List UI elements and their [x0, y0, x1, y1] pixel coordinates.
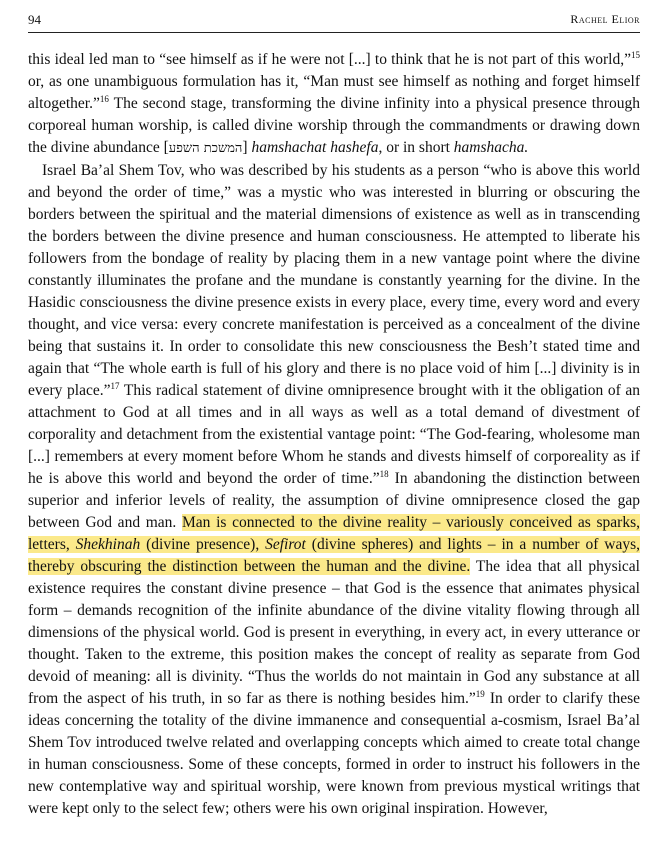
- footnote-ref-19: 19: [475, 688, 485, 699]
- p2-text-1: Israel Ba’al Shem Tov, who was described by his students as a person “who is above this world and beyond the order of time,” was a mystic who was interested in blurring or obscuring the borders between the spiritual and the material dimensions of existence as well as in transcending the borders between the divine presence and human consciousness. He attempted to liberate his followers from the bondage of reality by placing them in a new vantage point where the divine constantly illuminates the profane and the mundane is constantly yearning for the divine. In the Hasidic consciousness the divine presence exists in every place, every time, every word and every thought, and vice versa: every concrete manifestation is perceived as a concealment of the divine being that sustains it. In order to consolidate this new consciousness the Besh’t stated time and again that “The whole earth is full of his glory and there is no place void of him [...] divinity is in every place.”: [28, 162, 640, 399]
- term-shekhinah: Shekhinah: [75, 536, 141, 553]
- footnote-ref-17: 17: [110, 380, 120, 391]
- term-hamshacha: hamshacha.: [453, 139, 529, 156]
- body-text: [28, 49, 640, 820]
- p2-text-5: In order to clarify these ideas concerning the totality of the divine immanence and consequential a-cosmism, Israel Ba’al Shem Tov introduced twelve related and overlapping concepts which aimed to create total change in human consciousness. Some of these concepts, formed in order to instruct his followers in the new contemplative way and spiritual worship, were known from previous mystical writings that were kept only to the select few; others were his own original inspiration. However,: [28, 690, 640, 817]
- hebrew-term: המשכת השפע: [168, 141, 243, 156]
- p1-text-4: ]: [242, 139, 252, 156]
- running-head-author: Rachel Elior: [570, 12, 640, 26]
- p1-text-3: The second stage, transforming the divine infinity into a physical presence through corporeal human worship, is called divine worship through the commandments or drawing down the divine abundance [: [28, 95, 640, 156]
- p1-text-2: or, as one unambiguous formulation has it, “Man must see himself as nothing and forget himself altogether.”: [28, 73, 640, 112]
- footnote-ref-18: 18: [379, 468, 389, 479]
- highlight-text-1: Man is connected to the divine reality – variously conceived as sparks, letters,: [28, 514, 640, 553]
- footnote-ref-15: 15: [631, 49, 640, 60]
- term-hamshachat-hashefa: hamshachat hashefa: [251, 139, 379, 156]
- highlight-text-2: (divine presence),: [140, 536, 266, 553]
- paragraph-1: [28, 49, 640, 160]
- p2-text-2: This radical statement of divine omnipresence brought with it the obligation of an attachment to God at all times and in all ways as well as a total demand of divestment of corporality and detachment from the existential vantage point: “The God-fearing, wholesome man [...] remembers at every moment before Whom he stands and divests himself of corporeality as if he is above this world and beyond the order of time.”: [28, 382, 640, 487]
- paragraph-2: [28, 160, 640, 820]
- p1-text-5: , or in short: [378, 139, 454, 156]
- footnote-ref-16: 16: [99, 93, 109, 104]
- page-header: [28, 10, 640, 33]
- page-number: 94: [28, 12, 41, 27]
- p1-text-1: this ideal led man to “see himself as if he were not [...] to think that he is not part of this world,”: [28, 51, 631, 68]
- p2-text-4: The idea that all physical existence requires the constant divine presence – that God is the essence that animates physical form – demands recognition of the infinite abundance of the divine vitality flowing through all dimensions of the physical world. God is present in everything, in every act, in every utterance or thought. Taken to the extreme, this position makes the concept of reality as separate from God devoid of meaning: all is divinity. “Thus the worlds do not maintain in God any substance at all from the aspect of his truth, in so far as there is nothing besides him.”: [28, 558, 640, 707]
- term-sefirot: Sefirot: [265, 536, 306, 553]
- highlight-text-3: (divine spheres) and lights – in a number of ways, thereby obscuring the distinction between the human and the divine.: [28, 536, 640, 575]
- p2-text-3: In abandoning the distinction between superior and inferior levels of reality, the assumption of divine omnipresence closed the gap between God and man.: [28, 470, 641, 531]
